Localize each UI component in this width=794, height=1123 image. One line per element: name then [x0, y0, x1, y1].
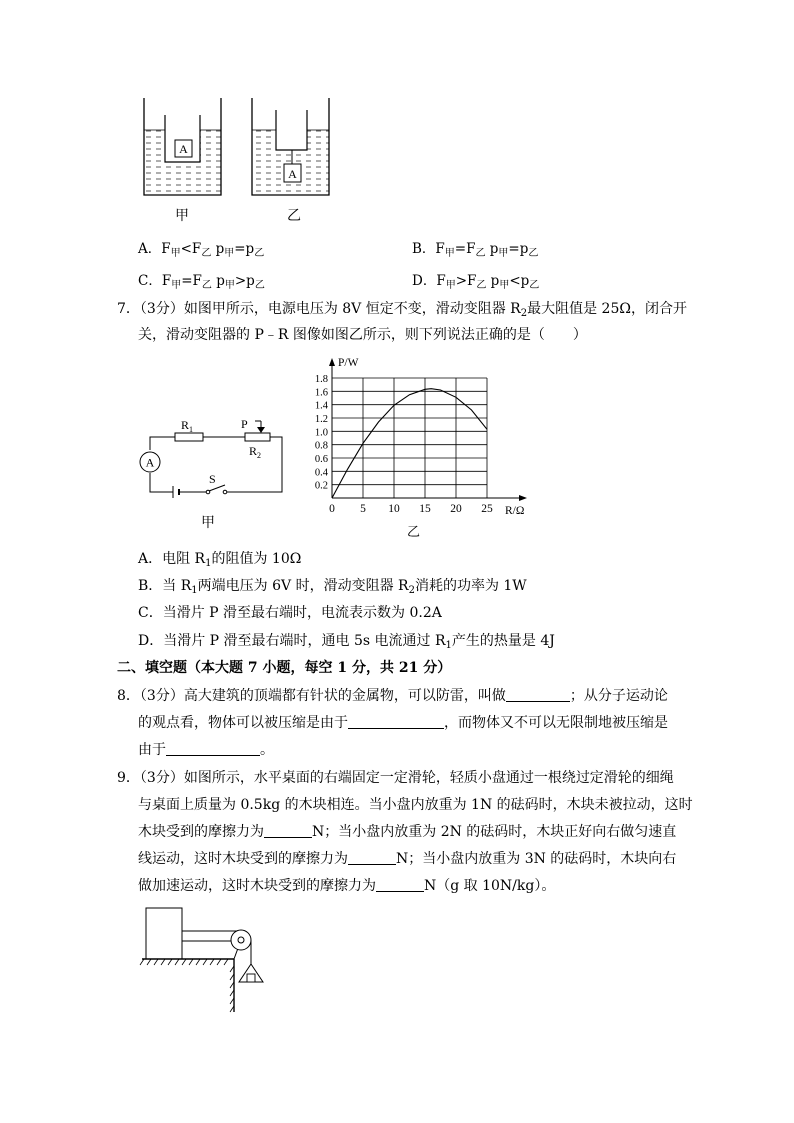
ammeter-label: A [145, 455, 155, 470]
chart-caption: 乙 [406, 524, 421, 539]
q7-circuit [135, 415, 295, 505]
q9-blank-2[interactable] [348, 850, 396, 865]
x-tick-label: 0 [329, 503, 335, 515]
r2-label: $R_2$ [249, 444, 262, 460]
q6-option-d: D．$F_甲>F_乙$ $p_甲<p_乙$ [412, 273, 540, 291]
x-tick-label: 10 [388, 503, 400, 515]
q9-line5: 做加速运动，这时木块受到的摩擦力为 N（g 取 10N/kg）。 [138, 878, 556, 894]
y-tick-label: 0.6 [314, 454, 328, 465]
y-tick-label: 0.4 [314, 467, 328, 479]
circuit-caption: 甲 [201, 515, 215, 531]
q8-blank-2[interactable] [348, 714, 444, 729]
y-tick-label: 1.0 [314, 427, 328, 439]
q9-line2: 与桌面上质量为 0.5kg 的木块相连。当小盘内放重为 1N 的砝码时，木块未被拉动，这时 [138, 797, 693, 813]
x-axis-label: R/Ω [505, 505, 525, 517]
q7-option-d: D．当滑片 P 滑至最右端时，通电 5s 电流通过 $R_1$产生的热量是 4J [138, 633, 555, 651]
q9-line4: 线运动，这时木块受到的摩擦力为 N；当小盘内放重为 3N 的砝码时，木块向右 [138, 851, 677, 867]
section-2-title: 二、填空题（本大题 7 小题，每空 1 分，共 21 分） [117, 660, 452, 676]
q7-option-c: C．当滑片 P 滑至最右端时，电流表示数为 0.2A [138, 605, 442, 621]
q7-option-b: B．当 $R_1$两端电压为 6V 时，滑动变阻器 $R_2$消耗的功率为 1W [138, 578, 527, 596]
r1-label: $R_1$ [181, 418, 194, 434]
block-a-jia: A [179, 142, 188, 156]
q9-blank-1[interactable] [264, 823, 312, 838]
q9-line3: 木块受到的摩擦力为 N；当小盘内放重为 2N 的砝码时，木块正好向右做匀速直 [138, 824, 677, 840]
x-tick-label: 5 [360, 503, 366, 515]
q6-figure [135, 92, 345, 232]
y-tick-label: 1.4 [314, 400, 328, 412]
y-tick-label: 1.8 [314, 374, 328, 385]
x-tick-label: 25 [481, 503, 493, 515]
q9-line1: 9．（3分）如图所示，水平桌面的右端固定一定滑轮，轻质小盘通过一根绕过定滑轮的细绳 [117, 770, 674, 786]
y-tick-label: 0.2 [314, 480, 328, 492]
x-tick-label: 15 [419, 503, 431, 515]
q9-blank-3[interactable] [376, 877, 424, 892]
switch-label: S [209, 472, 216, 486]
q8-blank-3[interactable] [166, 741, 260, 756]
q9-figure [138, 902, 278, 1017]
p-label: P [241, 417, 248, 431]
q8-blank-1[interactable] [506, 687, 570, 702]
x-tick-label: 20 [450, 503, 462, 515]
q6-option-b: B．$F_甲=F_乙$ $p_甲=p_乙$ [412, 241, 539, 259]
caption-jia: 甲 [175, 208, 189, 224]
q7-stem-line1: 7．（3分）如图甲所示，电源电压为 8V 恒定不变，滑动变阻器 $R_2$最大阻值是 25Ω，闭合开 [117, 301, 687, 319]
caption-yi: 乙 [287, 208, 301, 224]
q8-line3: 由于 。 [138, 742, 274, 758]
q7-stem-line2: 关，滑动变阻器的 P﹣R 图像如图乙所示，则下列说法正确的是（ ） [138, 327, 587, 343]
q8-line1: 8．（3分）高大建筑的顶端都有针状的金属物，可以防雷，叫做 ；从分子运动论 [117, 688, 668, 704]
block-a-yi: A [288, 167, 297, 181]
q6-option-a: A．$F_甲<F_乙$ $p_甲=p_乙$ [138, 241, 265, 259]
q7-option-a: A．电阻 $R_1$的阻值为 10Ω [138, 551, 302, 569]
q7-pr-chart [310, 350, 535, 540]
y-tick-label: 0.8 [314, 440, 328, 452]
q6-option-c: C．$F_甲=F_乙$ $p_甲>p_乙$ [138, 273, 265, 291]
pr-curve [332, 389, 487, 498]
y-axis-arrow [329, 358, 335, 366]
x-axis-arrow [519, 495, 527, 501]
y-tick-label: 1.6 [314, 387, 328, 399]
beaker-jia [144, 98, 221, 195]
y-axis-label: P/W [338, 357, 359, 369]
beaker-yi [252, 98, 329, 195]
y-tick-label: 1.2 [314, 414, 328, 425]
q8-line2: 的观点看，物体可以被压缩是由于 ，而物体又不可以无限制地被压缩是 [138, 715, 668, 731]
